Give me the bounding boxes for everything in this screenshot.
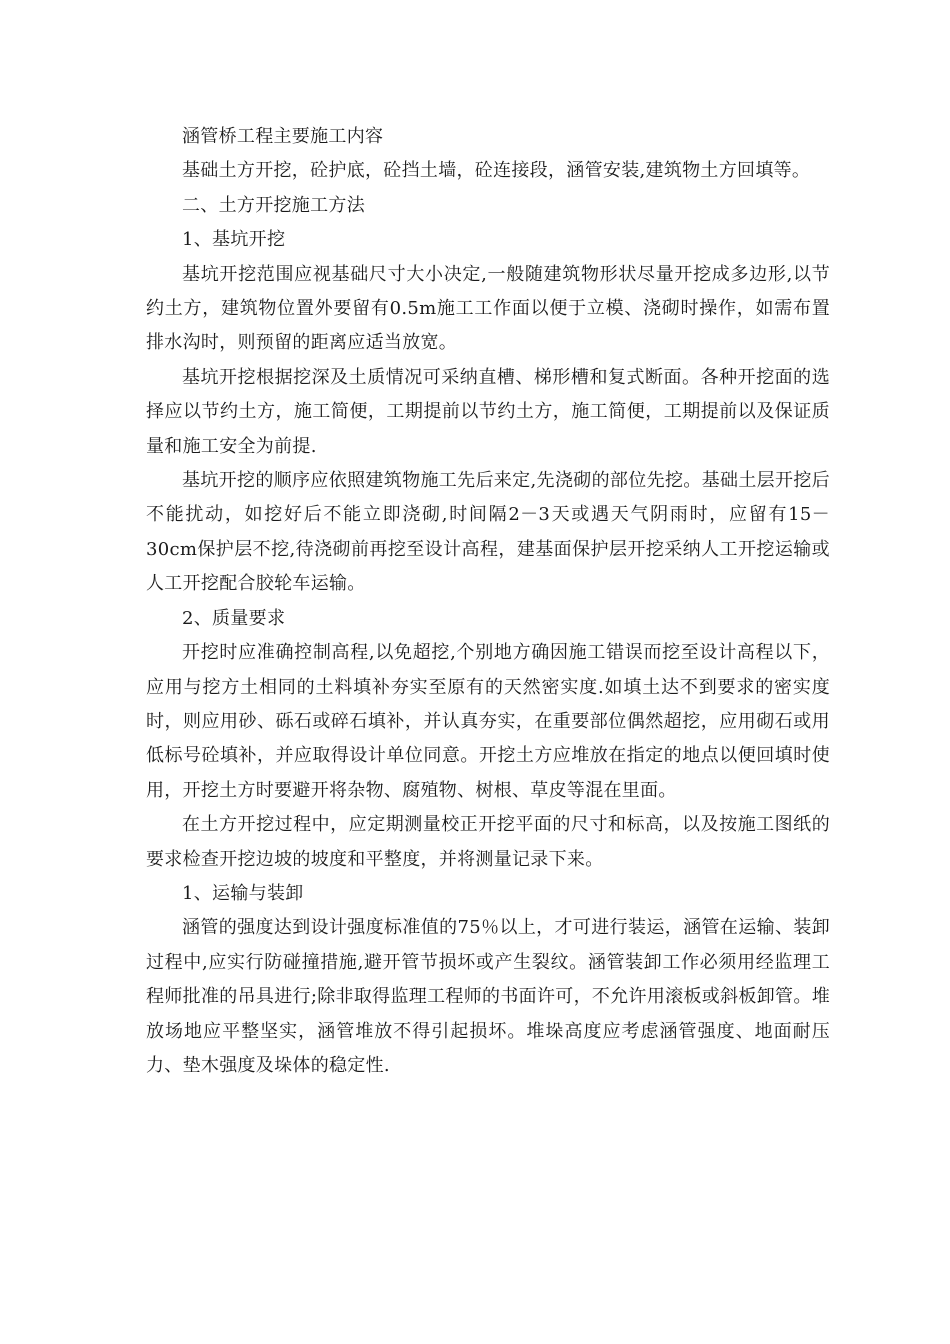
subsection-heading-pit: 1、基坑开挖 [182,229,286,251]
subsection-heading-quality: 2、质量要求 [182,607,286,629]
section-heading-method: 二、土方开挖施工方法 [182,194,365,216]
paragraph-quality-elevation: 开挖时应准确控制高程,以免超挖,个别地方确因施工错误而挖至设计高程以下，应用与挖方土相同的土料填补夯实至原有的天然密实度.如填土达不到要求的密实度时，则应用砂、砾石或碎石填补，并认真夯实，在重要部位偶然超挖，应用砌石或用低标号砼填补，并应取得设计单位同意。开挖土方应堆放在指定的地点以便回填时使用，开挖土方时要避开将杂物、腐殖物、树根、草皮等混在里面。 [146,642,830,801]
paragraph-pit-section: 基坑开挖根据挖深及土质情况可采纳直槽、梯形槽和复式断面。各种开挖面的选择应以节约土方，施工简便，工期提前以节约土方，施工简便，工期提前以及保证质量和施工安全为前提. [146,366,830,457]
section-heading-content: 涵管桥工程主要施工内容 [182,126,384,147]
paragraph-quality-measure: 在土方开挖过程中，应定期测量校正开挖平面的尺寸和标高，以及按施工图纸的要求检查开挖边坡的坡度和平整度，并将测量记录下来。 [146,814,830,870]
paragraph-content-list: 基础土方开挖，砼护底，砼挡土墙，砼连接段，涵管安装,建筑物土方回填等。 [182,160,811,182]
paragraph-pit-range: 基坑开挖范围应视基础尺寸大小决定,一般随建筑物形状尽量开挖成多边形,以节约土方，建筑物位置外要留有0.5m施工工作面以便于立模、浇砌时操作，如需布置排水沟时，则预留的距离应适当放宽。 [146,263,830,354]
subsection-heading-transport: 1、运输与装卸 [182,882,304,904]
paragraph-transport: 涵管的强度达到设计强度标准值的75％以上，才可进行装运，涵管在运输、装卸过程中,应实行防碰撞措施,避开管节损坏或产生裂纹。涵管装卸工作必须用经监理工程师批准的吊具进行;除非取得监理工程师的书面许可，不允许用滚板或斜板卸管。堆放场地应平整坚实，涵管堆放不得引起损坏。堆垛高度应考虑涵管强度、地面耐压力、垫木强度及垛体的稳定性. [146,917,830,1076]
paragraph-pit-order: 基坑开挖的顺序应依照建筑物施工先后来定,先浇砌的部位先挖。基础土层开挖后不能扰动，如挖好后不能立即浇砌,时间隔2－3天或遇天气阴雨时，应留有15－30cm保护层不挖,待浇砌前再挖至设计高程，建基面保护层开挖采纳人工开挖运输或人工开挖配合胶轮车运输。 [146,470,830,595]
document-body [146,120,830,1083]
